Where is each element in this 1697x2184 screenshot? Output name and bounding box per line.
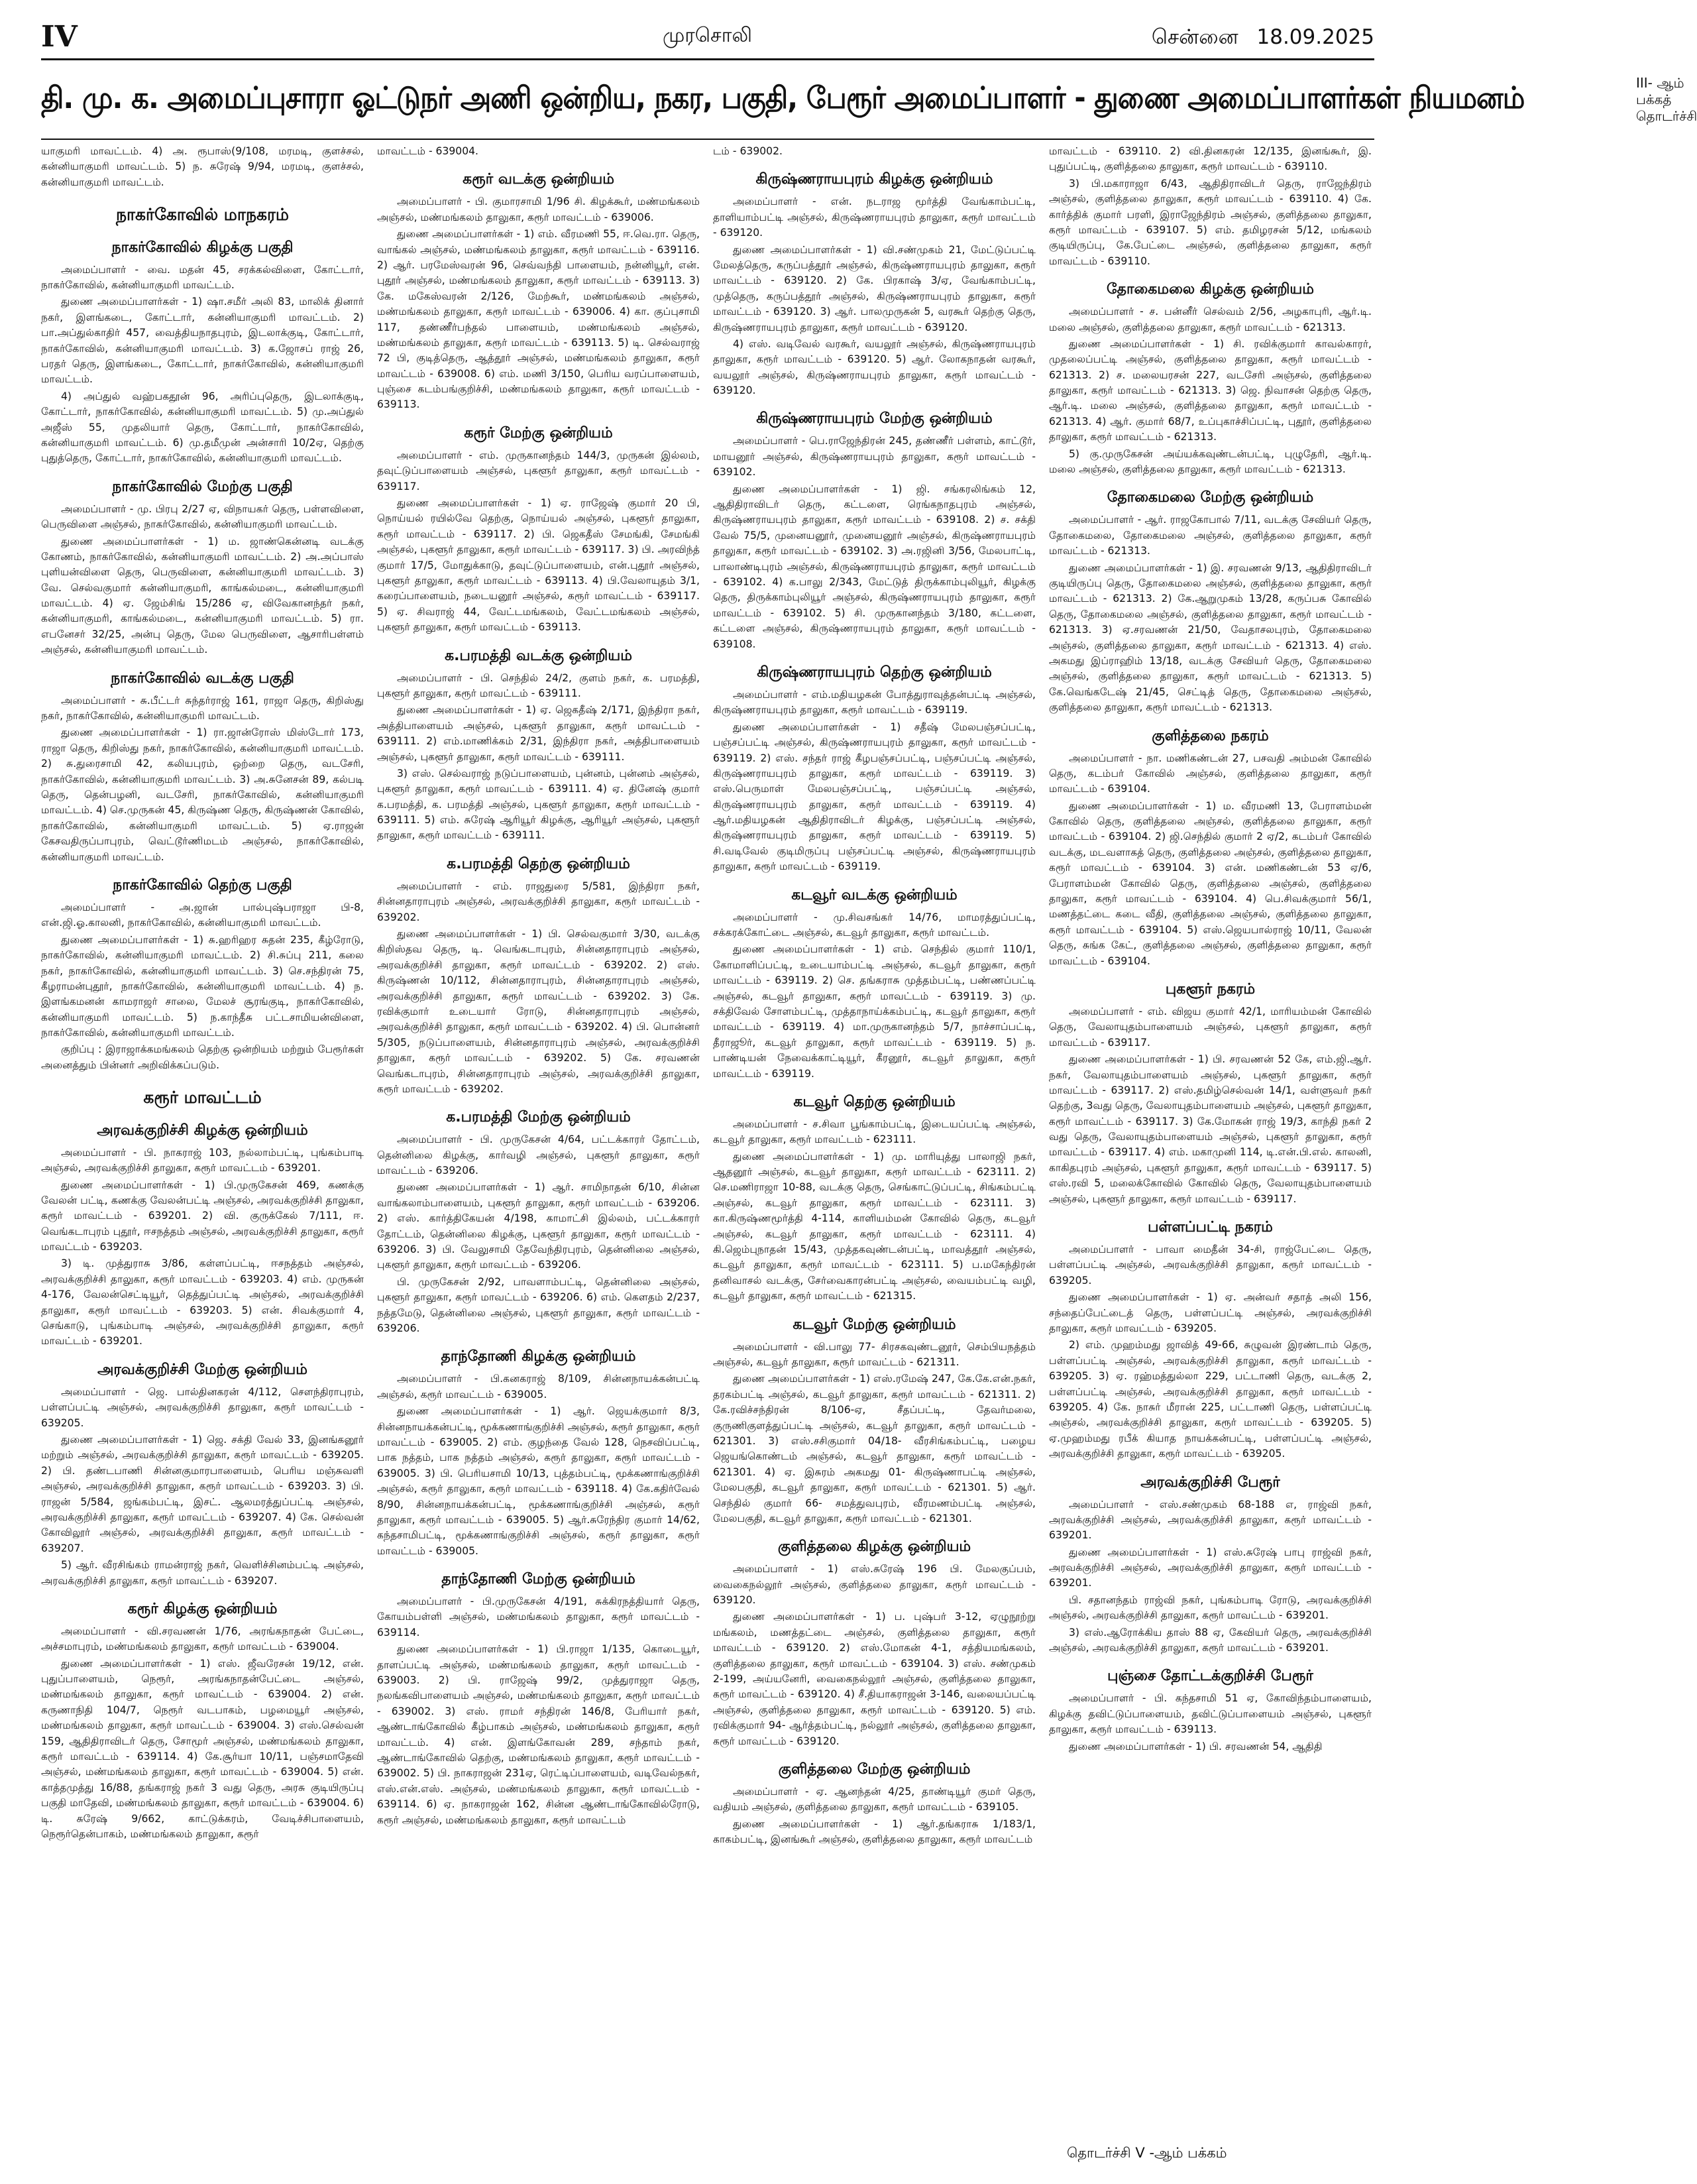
- subsection-heading: தாந்தோணி மேற்கு ஒன்றியம்: [441, 1571, 635, 1588]
- paragraph: துணை அமைப்பாளர்கள் - 1) பி. சரவணன் 52 கே, எம்.ஜி.ஆர். நகர், வேலாயுதம்பாளையம் அஞ்சல், புகளூர் தாலுகா, கரூர் மாவட்டம் - 639117. 2) எஸ்.தமிழ்செல்வன் 14/1, வள்ளுவர் நகர் தெற்கு, 3வது தெரு, வேலாயுதம்பாளையம் அஞ்சல், புகளூர் தாலுகா, கரூர் மாவட்டம் - 639117. 3) கே.மோகன் ராஜ் 19/3, காந்தி நகர் 2 வது தெரு, வேலாயுதம்பாளையம் அஞ்சல், புகளூர் தாலுகா, கரூர் மாவட்டம் - 639117. 4) எம். மகாமுனி 114, டி.என்.பி.எல். காலனி, காகிதபுரம் அஞ்சல், புகளூர் தாலுகா, கரூர் மாவட்டம் - 639117. 5) எஸ்.ரவி 5, மலைக்கோவில் கோவில் தெரு, வேலாயுதம்பாளையம் அஞ்சல், புகளூர் தாலுகா, கரூர் மாவட்டம் - 639117.: [1049, 1053, 1372, 1205]
- page-number: IV: [41, 20, 78, 54]
- subsection-heading: நாகர்கோவில் மேற்கு பகுதி: [112, 478, 293, 495]
- subsection-heading: கடவூர் வடக்கு ஒன்றியம்: [791, 886, 958, 903]
- paragraph: துணை அமைப்பாளர்கள் - 1) ஏ. ஜெகதீஷ் 2/171, இந்திரா நகர், அத்திபாளையம் அஞ்சல், புகளூர் தாலுகா, கரூர் மாவட்டம் - 639111. 2) எம்.மாணிக்கம் 2/31, இந்திரா நகர், அத்திபாளையம் அஞ்சல், புகளூர் தாலுகா, கரூர் மாவட்டம் - 639111.: [377, 704, 700, 763]
- paragraph: அமைப்பாளர் - வி.பாலு 77- சிரசகவுண்டனூர், செம்பியநத்தம் அஞ்சல், கடவூர் தாலுகா, கரூர் மாவட்டம் - 621311.: [713, 1340, 1036, 1368]
- paragraph: 5) ஆர். வீரசிங்கம் ராமன்ராஜ் நகர், வெளிச்சினம்பட்டி அஞ்சல், அரவக்குறிச்சி தாலுகா, கரூர் மாவட்டம் - 639207.: [41, 1559, 364, 1587]
- paragraph: 2) எம். முஹம்மது ஜாவித் 49-66, சுழுவன் இரண்டாம் தெரு, பள்ளப்பட்டி அஞ்சல், அரவக்குறிச்சி தாலுகா, கரூர் மாவட்டம் - 639205. 3) ஏ. ரஹ்மத்துல்லா 229, பட்டாணி தெரு, வடக்கு 2, பள்ளப்பட்டி அஞ்சல், அரவக்குறிச்சி தாலுகா, கரூர் மாவட்டம் - 639205. 4) கே. நாசுர் மீரான் 225, பட்டாணி தெரு, பள்ளப்பட்டி அஞ்சல், அரவக்குறிச்சி தாலுகா, கரூர் மாவட்டம் - 639205. 5) ஏ.முஹம்மது ரபீக் கியாத நாயக்கன்பட்டி, பள்ளப்பட்டி அஞ்சல், அரவக்குறிச்சி தாலுகா, கரூர் மாவட்டம் - 639205.: [1049, 1339, 1372, 1460]
- paragraph: துணை அமைப்பாளர்கள் - 1) ஏ. ராஜேஷ் குமார் 20 பி, நொய்யல் ரயில்வே தெற்கு, நொய்யல் அஞ்சல், புகளூர் தாலுகா, கரூர் மாவட்டம் - 639117. 2) பி. ஜெகதீஸ் சேமங்கி, சேமங்கி அஞ்சல், புகளூர் தாலுகா, கரூர் மாவட்டம் - 639117. 3) பி. அரவிந்த் குமார் 17/5, மோதுக்காடு, தவுட்டுப்பாளையம், என்.புதூர் அஞ்சல், புகளூர் தாலுகா, கரூர் மாவட்டம் - 639113. 4) பி.வேலாயுதம் 3/1, கரைப்பாளையம், நடையனூர் அஞ்சல், கரூர் மாவட்டம் - 639117. 5) ஏ. சிவராஜ் 44, வேட்டமங்கலம், வேட்டமங்கலம் அஞ்சல், புகளூர் தாலுகா, கரூர் மாவட்டம் - 639113.: [377, 497, 700, 634]
- paragraph: அமைப்பாளர் - 1) எஸ்.சுரேஷ் 196 பி. மேலகுப்பம், வைகைநல்லூர் அஞ்சல், குளித்தலை தாலுகா, கரூர் மாவட்டம் - 639120.: [713, 1563, 1036, 1607]
- subsection-heading: கடவூர் தெற்கு ஒன்றியம்: [793, 1093, 956, 1110]
- paragraph: துணை அமைப்பாளர்கள் - 1) எஸ்.ரமேஷ் 247, கே.கே.என்.நகர், தரகம்பட்டி அஞ்சல், கடவூர் தாலுகா, கரூர் மாவட்டம் - 621311. 2) கே.ரவிச்சந்திரன் 8/106-ஏ, சீதப்பட்டி, தேவர்மலை, குருணிகுளத்துப்பட்டி அஞ்சல், கடவூர் தாலுகா, கரூர் மாவட்டம் - 621301. 3) எஸ்.சசிகுமார் 04/18- வீரசிங்கம்பட்டி, பழைய ஜெயங்கொண்டம் அஞ்சல், கடவூர் தாலுகா, கரூர் மாவட்டம் - 621301. 4) ஏ. இசுரம் அகமது 01- கிருஷ்ணாபட்டி அஞ்சல், மேலபகுதி, கடவூர் தாலுகா, கரூர் மாவட்டம் - 621301. 5) ஆர். செந்தில் குமார் 66- சமத்துவபுரம், வீரமணம்பட்டி அஞ்சல், மேலபகுதி, கடவூர் தாலுகா, கரூர் மாவட்டம் - 621301.: [713, 1373, 1036, 1524]
- paragraph: துணை அமைப்பாளர்கள் - 1) எம். செந்தில் குமார் 110/1, கோமாளிப்பட்டி, உடையாம்பட்டி அஞ்சல், கடவூர் தாலுகா, கரூர் மாவட்டம் - 639119. 2) செ. தங்கராசு முத்தம்பட்டி, பண்ணப்பட்டி அஞ்சல், கடவூர் தாலுகா, கரூர் மாவட்டம் - 639119. 3) மு. சக்திவேல் சோளம்பட்டி, முத்தாநாய்க்கம்பட்டி, கடவூர் தாலுகா, கரூர் மாவட்டம் - 639119. 4) மா.முருகானந்தம் 5/7, நாச்சாப்பட்டி, தீராஜூர், கடவூர் தாலுகா, கரூர் மாவட்டம் - 639119. 5) ந. பாண்டியன் நேவைக்காட்டியூர், கீரனூர், கடவூர் தாலுகா, கரூர் மாவட்டம் - 639119.: [713, 943, 1036, 1080]
- subsection-heading: க.பரமத்தி மேற்கு ஒன்றியம்: [446, 1109, 631, 1126]
- paragraph: அமைப்பாளர் - எம். ராஜதுரை 5/581, இந்திரா நகர், சின்னதாராபுரம் அஞ்சல், அரவக்குறிச்சி தாலுகா, கரூர் மாவட்டம் - 639202.: [377, 880, 700, 923]
- headline-row: [41, 60, 1697, 139]
- text-column: [1049, 144, 1372, 2122]
- paragraph: அமைப்பாளர் - அ.ஜான் பால்புஷ்பராஜா பி-8, என்.ஜி.ஓ.காலனி, நாகர்கோவில், கன்னியாகுமரி மாவட்டம்.: [41, 901, 364, 929]
- paragraph: துணை அமைப்பாளர்கள் - 1) மு. மாரியுத்து பாலாஜி நகர், ஆதனூர் அஞ்சல், கடவூர் தாலுகா, கரூர் மாவட்டம் - 623111. 2) செ.மணிராஜா 10-88, வடக்கு தெரு, செங்காட்டுப்பட்டி, சிங்கம்பட்டி அஞ்சல், கடவூர் தாலுகா, கரூர் மாவட்டம் - 623111. 3) கா.கிருஷ்ணமூர்த்தி 4-114, காளியம்மன் கோவில் தெரு, கடவூர் அஞ்சல், கடவூர் தாலுகா, கரூர் மாவட்டம் - 623111. 4) கி.ஜெம்புநாதன் 15/43, முத்தகவுண்டன்பட்டி, மாவத்தூர் அஞ்சல், கடவூர் தாலுகா, கரூர் மாவட்டம் - 623111. 5) ப.மகேந்திரன் தனிவாசல் வடக்கு, சேர்வைகாரன்பட்டி அஞ்சல், வையம்பட்டி வழி, கடவூர் தாலுகா, கரூர் மாவட்டம் - 621315.: [713, 1150, 1036, 1302]
- paragraph: அமைப்பாளர் - பெ.ராஜேந்திரன் 245, தண்ணீர் பள்ளம், காட்டூர், மாயனூர் அஞ்சல், கிருஷ்ணராயபுரம் தாலுகா, கரூர் மாவட்டம் - 639102.: [713, 435, 1036, 479]
- paragraph: துணை அமைப்பாளர்கள் - 1) வி.சண்முகம் 21, மேட்டுப்பட்டி மேலத்தெரு, கருப்பத்தூர் அஞ்சல், கிருஷ்ணராயபுரம் தாலுகா, கரூர் மாவட்டம் - 639120. 2) கே. பிரகாஷ் 3/ஏ, வேங்காம்பட்டி, முத்தெரு, கருப்பத்தூர் அஞ்சல், கிருஷ்ணராயபுரம் தாலுகா, கரூர் மாவட்டம் - 639120. 3) ஆர். பாலமுருகன் 5, வரகூர் தெற்கு தெரு, கிருஷ்ணராயபுரம் தாலுகா, கரூர் மாவட்டம் - 639120.: [713, 243, 1036, 333]
- subsection-heading: தாந்தோணி கிழக்கு ஒன்றியம்: [441, 1348, 636, 1365]
- article-columns: [41, 140, 1374, 2122]
- city: சென்னை: [1151, 25, 1238, 49]
- text-column: [41, 144, 364, 2122]
- paragraph: அமைப்பாளர் - வை. மதன் 45, சரக்கல்விளை, கோட்டார், நாகர்கோவில், கன்னியாகுமரி மாவட்டம்.: [41, 263, 364, 292]
- paragraph: அமைப்பாளர் - எம்.மதியழகன் போத்துராவுத்தன்பட்டி அஞ்சல், கிருஷ்ணராயபுரம் தாலுகா, கரூர் மாவட்டம் - 639119.: [713, 688, 1036, 717]
- paragraph: டம் - 639002.: [713, 145, 783, 157]
- paragraph: 3) எஸ்.ஆரோக்கிய தாஸ் 88 ஏ, கேவியர் தெரு, அரவக்குறிச்சி அஞ்சல், அரவக்குறிச்சி தாலுகா, கரூர் மாவட்டம் - 639201.: [1049, 1626, 1372, 1654]
- paragraph: அமைப்பாளர் - பி. கந்தசாமி 51 ஏ, கோவிந்தம்பாளையம், கிழக்கு தவிட்டுப்பாளையம், தவிட்டுப்பாளையம் அஞ்சல், புகளூர் தாலுகா, கரூர் மாவட்டம் - 639113.: [1049, 1692, 1372, 1736]
- paragraph: 3) பி.மகாராஜா 6/43, ஆதிதிராவிடர் தெரு, ராஜேந்திரம் அஞ்சல், குளித்தலை தாலுகா, கரூர் மாவட்டம் - 639110. 4) கே. கார்த்திக் குமார் பரளி, இராஜேந்திரம் அஞ்சல், குளித்தலை தாலுகா, கரூர் மாவட்டம் - 639107. 5) எம். தமிழரசன் 5/12, மங்கலம் குடியிருப்பு, கே.பேட்டை அஞ்சல், குளித்தலை தாலுகா, கரூர் மாவட்டம் - 639110.: [1049, 177, 1372, 267]
- subsection-heading: அரவக்குறிச்சி மேற்கு ஒன்றியம்: [97, 1361, 307, 1378]
- subsection-heading: நாகர்கோவில் தெற்கு பகுதி: [113, 876, 292, 893]
- paragraph: அமைப்பாளர் - பி. நாகராஜ் 103, நல்லாம்பட்டி, புங்கம்பாடி அஞ்சல், அரவக்குறிச்சி தாலுகா, கரூர் மாவட்டம் - 639201.: [41, 1146, 364, 1175]
- paragraph: துணை அமைப்பாளர்கள் - 1) ஆர்.தங்கராசு 1/183/1, காகம்பட்டி, இனங்கூர் அஞ்சல், குளித்தலை தாலுகா, கரூர் மாவட்டம்: [713, 1817, 1036, 1846]
- paragraph: அமைப்பாளர் - பி.கனகராஜ் 8/109, சின்னநாயக்கன்பட்டி அஞ்சல், கரூர் மாவட்டம் - 639005.: [377, 1373, 700, 1401]
- section-heading: கரூர் மாவட்டம்: [143, 1088, 262, 1108]
- paragraph: அமைப்பாளர் - ஆர். ராஜகோபால் 7/11, வடக்கு சேவியர் தெரு, தோகைமலை, தோகைமலை அஞ்சல், குளித்தலை தாலுகா, கரூர் மாவட்டம் - 621313.: [1049, 514, 1372, 557]
- paragraph: அமைப்பாளர் - நா. மணிகண்டன் 27, பசவதி அம்மன் கோவில் தெரு, கடம்பர் கோவில் அஞ்சல், குளித்தலை தாலுகா, கரூர் மாவட்டம் - 639104.: [1049, 752, 1372, 795]
- subsection-heading: தோகைமலை மேற்கு ஒன்றியம்: [1107, 489, 1314, 506]
- paragraph: துணை அமைப்பாளர்கள் - 1) ஜி. சங்கரலிங்கம் 12, ஆதிதிராவிடர் தெரு, கட்டளை, ரெங்கநாதபுரம் அஞ்சல், கிருஷ்ணராயபுரம் தாலுகா, கரூர் மாவட்டம் - 639108. 2) ச. சக்தி வேல் 75/5, முனையனூர், முனையனூர் அஞ்சல், கிருஷ்ணராயபுரம் தாலுகா, கரூர் மாவட்டம் - 639102. 3) அ.ரஜினி 3/56, மேலபாட்டி, பாலாண்டிபுரம் அஞ்சல், கிருஷ்ணராயபுரம் தாலுகா, கரூர் மாவட்டம் - 639102. 4) க.பாலு 2/343, மேட்டுத் திருக்காம்புலியூர், கிழக்கு தெரு, திருக்காம்புலியூர் அஞ்சல், கிருஷ்ணராயபுரம் தாலுகா, கரூர் மாவட்டம் - 639102. 5) சி. முருகானந்தம் 3/180, கட்டளை, கட்டளை அஞ்சல், கிருஷ்ணராயபுரம் தாலுகா, கரூர் மாவட்டம் - 639108.: [713, 483, 1036, 650]
- subsection-heading: க.பரமத்தி தெற்கு ஒன்றியம்: [447, 855, 630, 872]
- paragraph: அமைப்பாளர் - மு.சிவசங்கர் 14/76, மாமரத்துப்பட்டி, சக்கரக்கோட்டை அஞ்சல், கடவூர் தாலுகா, கரூர் மாவட்டம்.: [713, 911, 1036, 939]
- subsection-heading: க.பரமத்தி வடக்கு ஒன்றியம்: [445, 647, 632, 664]
- text-column: [377, 144, 700, 2122]
- subsection-heading: புஞ்சை தோட்டக்குறிச்சி பேரூர்: [1107, 1668, 1313, 1685]
- dateline: [1140, 25, 1374, 52]
- masthead: [41, 0, 1374, 58]
- paragraph: துணை அமைப்பாளர்கள் - 1) ஆர். ஜெயக்குமார் 8/3, சின்னநாயக்கன்பட்டி, மூக்கணாங்குறிச்சி அஞ்சல், கரூர் தாலுகா, கரூர் மாவட்டம் - 639005. 2) எம். குழந்தை வேல் 128, நெசவிப்பட்டி, பாக நத்தம், பாக நத்தம் அஞ்சல், கரூர் தாலுகா, கரூர் மாவட்டம் - 639005. 3) பி. பெரியசாமி 10/13, புத்தம்பட்டி, மூக்கணாங்குறிச்சி அஞ்சல், கரூர் தாலுகா, கரூர் மாவட்டம் - 639118. 4) கே.கதிர்வேல் 8/90, சின்னநாயக்கன்பட்டி, மூக்கணாங்குறிச்சி அஞ்சல், கரூர் தாலுகா, கரூர் மாவட்டம் - 639005. 5) ஆர்.சுரேந்திர குமார் 14/62, கந்தசாமிபட்டி, மூக்கணாங்குறிச்சி அஞ்சல், கரூர் தாலுகா, கரூர் மாவட்டம் - 639005.: [377, 1405, 700, 1557]
- paragraph: அமைப்பாளர் - பி. குமாரசாமி 1/96 சி. கிழக்கூர், மண்மங்கலம் அஞ்சல், மண்மங்கலம் தாலுகா, கரூர் மாவட்டம் - 639006.: [377, 196, 700, 223]
- paragraph: யாகுமரி மாவட்டம். 4) அ. ரூபாஸ்(9/108, மரமடி, குளச்சல், கன்னியாகுமரி மாவட்டம். 5) ந. சுரேஷ் 9/94, மரமடி, குளச்சல், கன்னியாகுமரி மாவட்டம்.: [41, 145, 364, 188]
- paragraph: துணை அமைப்பாளர்கள் - 1) ஷா.சமீர் அலி 83, மாலிக் தினார் நகர், இளங்கடை, கோட்டார், கன்னியாகுமரி மாவட்டம். 2) பா.அப்துல்காதிர் 457, வைத்தியநாதபுரம், இடலாக்குடி, கோட்டார், நாகர்கோவில், கன்னியாகுமரி மாவட்டம். 3) க.ஜோசப் ராஜ் 26, பரதர் தெரு, இளங்கடை, கோட்டார், நாகர்கோவில், கன்னியாகுமரி மாவட்டம்.: [41, 296, 364, 386]
- paragraph: பி. சதானந்தம் ராஜ்வி நகர், புங்கம்பாடி ரோடு, அரவக்குறிச்சி அஞ்சல், அரவக்குறிச்சி தாலுகா, கரூர் மாவட்டம் - 639201.: [1049, 1593, 1372, 1622]
- text-column: [713, 144, 1036, 2122]
- paragraph: 4) அப்துல் வஹ்பகதூன் 96, அரிப்புதெரு, இடலாக்குடி, கோட்டார், நாகர்கோவில், கன்னியாகுமரி மாவட்டம். 5) மு.அப்துல் அஜீஸ் 55, முதலியார் தெரு, கோட்டார், நாகர்கோவில், கன்னியாகுமரி மாவட்டம். 6) மு.தமீமுன் அன்சாரி 10/2ஏ, தெற்கு புதுத்தெரு, கோட்டார், நாகர்கோவில், கன்னியாகுமரி மாவட்டம்.: [41, 390, 364, 465]
- paragraph: அமைப்பாளர் - ஜெ. பால்தினகரன் 4/112, சௌந்திராபுரம், பள்ளப்பட்டி அஞ்சல், அரவக்குறிச்சி தாலுகா, கரூர் மாவட்டம் - 639205.: [41, 1385, 364, 1429]
- paragraph: பி. முருகேசன் 2/92, பாவளாம்பட்டி, தென்னிலை அஞ்சல், புகளூர் தாலுகா, கரூர் மாவட்டம் - 639206. 6) எம். கௌதம் 2/237, நத்தமேடு, தென்னிலை அஞ்சல், புகளூர் தாலுகா, கரூர் மாவட்டம் - 639206.: [377, 1275, 700, 1334]
- paragraph: துணை அமைப்பாளர்கள் - 1) ம. வீரமணி 13, பேராளம்மன் கோவில் தெரு, குளித்தலை அஞ்சல், குளித்தலை தாலுகா, கரூர் மாவட்டம் - 639104. 2) ஜி.செந்தில் குமார் 2 ஏ/2, கடம்பர் கோவில் வடக்கு, மடவளாகத் தெரு, குளித்தலை அஞ்சல், குளித்தலை தாலுகா, கரூர் மாவட்டம் - 639104. 3) என். மணிகண்டன் 53 ஏ/6, பேராளம்மன் கோவில் தெரு, குளித்தலை அஞ்சல், குளித்தலை தாலுகா, கரூர் மாவட்டம் - 639104. 4) பெ.சிவக்குமார் 56/1, மணத்தட்டை கடை வீதி, குளித்தலை அஞ்சல், குளித்தலை தாலுகா, கரூர் மாவட்டம் - 639104. 5) எஸ்.ஜெயபால்ராஜ் 10/11, வேலன் தெரு, சுங்க கேட், குளித்தலை அஞ்சல், குளித்தலை தாலுகா, கரூர் மாவட்டம் - 639104.: [1049, 799, 1372, 967]
- continuation-note: III- ஆம் பக்கத் தொடர்ச்சி: [1635, 74, 1697, 124]
- paragraph: அமைப்பாளர் - ச.சிவா பூங்காம்பட்டி, இடையப்பட்டி அஞ்சல், கடவூர் தாலுகா, கரூர் மாவட்டம் - 623111.: [713, 1118, 1036, 1146]
- subsection-heading: பள்ளப்பட்டி நகரம்: [1148, 1219, 1273, 1236]
- paragraph: அமைப்பாளர் - ச. பன்னீர் செல்வம் 2/56, அழகாபுரி, ஆர்.டி. மலை அஞ்சல், குளித்தலை தாலுகா, கரூர் மாவட்டம் - 621313.: [1049, 306, 1372, 333]
- paragraph: அமைப்பாளர் - ஏ. ஆனந்தன் 4/25, தாண்டியூர் குமர் தெரு, வதியம் அஞ்சல், குளித்தலை தாலுகா, கரூர் மாவட்டம் - 639105.: [713, 1785, 1036, 1813]
- paragraph: துணை அமைப்பாளர்கள் - 1) எம். வீரமணி 55, ஈ.வெ.ரா. தெரு, வாங்கல் அஞ்சல், மண்மங்கலம் தாலுகா, கரூர் மாவட்டம் - 639116. 2) ஆர். பரமேஸ்வரன் 96, செவ்வந்தி பாளையம், நன்னியூர், என். புதூர் அஞ்சல், மண்மங்கலம் தாலுகா, கரூர் மாவட்டம் - 639113. 3) கே. மகேஸ்வரன் 2/126, மேற்கூர், மண்மங்கலம் அஞ்சல், மண்மங்கலம் தாலுகா, கரூர் மாவட்டம் - 639006. 4) கா. குப்புசாமி 117, தண்ணீர்பந்தல் பாளையம், மண்மங்கலம் அஞ்சல், மண்மங்கலம் தாலுகா, கரூர் மாவட்டம் - 639113. 5) டி. செல்வராஜ் 72 பி, குடித்தெரு, ஆத்தூர் அஞ்சல், மண்மங்கலம் தாலுகா, கரூர் மாவட்டம் - 639008. 6) எம். மணி 3/150, பெரிய வரப்பாளையம், புஞ்சை கடம்பங்குறிச்சி, மண்மங்கலம் தாலுகா, கரூர் மாவட்டம் - 639113.: [377, 228, 700, 411]
- paragraph: அமைப்பாளர் - பி. முருகேசன் 4/64, பட்டக்காரர் தோட்டம், தென்னிலை கிழக்கு, கார்வழி அஞ்சல், புகளூர் தாலுகா, கரூர் மாவட்டம் - 639206.: [377, 1133, 700, 1177]
- paragraph: துணை அமைப்பாளர்கள் - 1) ஜெ. சக்தி வேல் 33, இனங்கனூர் மற்றும் அஞ்சல், அரவக்குறிச்சி தாலுகா, கரூர் மாவட்டம் - 639205. 2) பி. தண்டபாணி சின்னகுமாரபாளையம், பெரிய மஞ்சுவளி அஞ்சல், அரவக்குறிச்சி தாலுகா, கரூர் மாவட்டம் - 639203. 3) பி. ராஜன் 5/584, ஜங்கம்பட்டி, இசட். ஆலமரத்துப்பட்டி அஞ்சல், அரவக்குறிச்சி தாலுகா, கரூர் மாவட்டம் - 639207. 4) கே. செல்வன் கோவிலூர் அஞ்சல், அரவக்குறிச்சி தாலுகா, கரூர் மாவட்டம் - 639207.: [41, 1434, 364, 1554]
- subsection-heading: அரவக்குறிச்சி பேரூர்: [1140, 1473, 1280, 1491]
- subsection-heading: கரூர் வடக்கு ஒன்றியம்: [463, 171, 614, 188]
- paragraph: 4) எஸ். வடிவேல் வரகூர், வயலூர் அஞ்சல், கிருஷ்ணராயபுரம் தாலுகா, கரூர் மாவட்டம் - 639120. 5) ஆர். லோகநாதன் வரகூர், வயலூர் அஞ்சல், கிருஷ்ணராயபுரம் தாலுகா, கரூர் மாவட்டம் - 639120.: [713, 337, 1036, 397]
- page-headline: தி. மு. க. அமைப்புசாரா ஓட்டுநர் அணி ஒன்றிய, நகர, பகுதி, பேரூர் அமைப்பாளர் - துணை அமைப்பாளர்கள் நியமனம்: [41, 80, 1525, 115]
- paragraph: அமைப்பாளர் - பி.முருகேசன் 4/191, சுக்கிரநத்தியார் தெரு, கோயம்பள்ளி அஞ்சல், மண்மங்கலம் தாலுகா, கரூர் மாவட்டம் - 639114.: [377, 1595, 700, 1638]
- subsection-heading: தோகைமலை கிழக்கு ஒன்றியம்: [1107, 281, 1314, 298]
- subsection-heading: கரூர் மேற்கு ஒன்றியம்: [464, 424, 613, 441]
- paragraph: துணை அமைப்பாளர்கள் - 1) ம. ஜாண்கென்னடி வடக்கு கோணம், நாகர்கோவில், கன்னியாகுமரி மாவட்டம். 2) அ.அப்பாஸ் புளியன்விளை தெரு, பெருவிளை, கன்னியாகுமரி மாவட்டம். 3) வே. செல்வகுமார் கன்னியாகுமரி, காங்கல்மடை, கன்னியாகுமரி மாவட்டம். 4) ஏ. ஜேம்சிங் 15/286 ஏ, விவேகானந்தர் நகர், கன்னியாகுமரி, காங்கல்மடை, கன்னியாகுமரி மாவட்டம். 5) ரா. எபனேசர் 32/25, அன்பு தெரு, மேல பெருவிளை, ஆசாரிபள்ளம் அஞ்சல், கன்னியாகுமரி மாவட்டம்.: [41, 535, 364, 656]
- paragraph: அமைப்பாளர் - எம். முருகானந்தம் 144/3, முருகன் இல்லம், தவுட்டுப்பாளையம் அஞ்சல், புகளூர் தாலுகா, கரூர் மாவட்டம் - 639117.: [377, 449, 700, 492]
- section-heading: நாகர்கோவில் மாநகரம்: [115, 205, 290, 225]
- subsection-heading: கரூர் கிழக்கு ஒன்றியம்: [127, 1600, 278, 1617]
- paragraph: துணை அமைப்பாளர்கள் - 1) எஸ்.சுரேஷ் பாபு ராஜ்வி நகர், அரவக்குறிச்சி அஞ்சல், அரவக்குறிச்சி தாலுகா, கரூர் மாவட்டம் - 639201.: [1049, 1546, 1372, 1589]
- paragraph: துணை அமைப்பாளர்கள் - 1) ஏ. அன்வர் சதாத் அலி 156, சந்தைப்பேட்டைத் தெரு, பள்ளப்பட்டி அஞ்சல், அரவக்குறிச்சி தாலுகா, கரூர் மாவட்டம் - 639205.: [1049, 1291, 1372, 1334]
- subsection-heading: நாகர்கோவில் வடக்கு பகுதி: [111, 669, 294, 687]
- paragraph: 3) எஸ். செல்வராஜ் நடுப்பாளையம், புன்னம், புன்னம் அஞ்சல், புகளூர் தாலுகா, கரூர் மாவட்டம் - 639111. 4) ஏ. தினேஷ் குமார் க.பரமத்தி, க. பரமத்தி அஞ்சல், புகளூர் தாலுகா, கரூர் மாவட்டம் - 639111. 5) எம். சுரேஷ் ஆரியூர் கிழக்கு, ஆரியூர் அஞ்சல், புகளூர் தாலுகா, கரூர் மாவட்டம் - 639111.: [377, 767, 700, 842]
- paragraph: அமைப்பாளர் - என். நடராஜ மூர்த்தி வேங்காம்பட்டி, தாளியாம்பட்டி அஞ்சல், கிருஷ்ணராயபுரம் தாலுகா, கரூர் மாவட்டம் - 639120.: [713, 196, 1036, 239]
- subsection-heading: கிருஷ்ணராயபுரம் மேற்கு ஒன்றியம்: [756, 410, 993, 428]
- paragraph: துணை அமைப்பாளர்கள் - 1) பி. செல்வகுமார் 3/30, வடக்கு கிறிஸ்தவ தெரு, டி. வெங்கடாபுரம், சின்னதாராபுரம் அஞ்சல், அரவக்குறிச்சி தாலுகா, கரூர் மாவட்டம் - 639202. 2) எஸ். கிருஷ்ணன் 10/112, சின்னதாராபுரம், சின்னதாராபுரம் அஞ்சல், அரவக்குறிச்சி தாலுகா, கரூர் மாவட்டம் - 639202. 3) கே. ரவிக்குமார் உடையார் ரோடு, சின்னதாராபுரம் அஞ்சல், அரவக்குறிச்சி தாலுகா, கரூர் மாவட்டம் - 639202. 4) பி. பொன்னர் 5/305, நடுப்பாளையம், சின்னதாராபுரம் அஞ்சல், அரவக்குறிச்சி தாலுகா, கரூர் மாவட்டம் - 639202. 5) கே. சரவணன் வெங்கடாபுரம், சின்னதாராபுரம் அஞ்சல், அரவக்குறிச்சி தாலுகா, கரூர் மாவட்டம் - 639202.: [377, 928, 700, 1095]
- paragraph: துணை அமைப்பாளர்கள் - 1) சு.ஹரிஹர சுதன் 235, கீழ்ரோடு, நாகர்கோவில், கன்னியாகுமரி மாவட்டம். 2) சி.சுப்பு 211, கலை நகர், நாகர்கோவில், கன்னியாகுமரி மாவட்டம். 3) செ.சந்திரன் 75, கீழராமன்புதூர், நாகர்கோவில், கன்னியாகுமரி மாவட்டம். 4) ந. இளங்கமனன் காமராஜர் சாலை, மேலச் சூரங்குடி, நாகர்கோவில், கன்னியாகுமரி மாவட்டம். 5) ந.காந்தீசு பட்டசாமியன்விளை, நாகர்கோவில், கன்னியாகுமரி மாவட்டம்.: [41, 933, 364, 1039]
- paragraph: துணை அமைப்பாளர்கள் - 1) ரா.ஜான்ரோஸ் மிஸ்டோர் 173, ராஜா தெரு, கிறிஸ்து நகர், நாகர்கோவில், கன்னியாகுமரி மாவட்டம். 2) சு.துரைசாமி 42, கலியபுரம், ஒற்றை தெரு, வடசேரி, நாகர்கோவில், கன்னியாகுமரி மாவட்டம். 3) அ.சுனேசன் 89, கல்படி தெரு, தென்பழனி, வடசேரி, நாகர்கோவில், கன்னியாகுமரி மாவட்டம். 4) செ.முருகன் 45, கிருஷ்ண தெரு, கிருஷ்ணன் கோவில், நாகர்கோவில், கன்னியாகுமரி மாவட்டம். 5) ஏ.ராஜன் கேசவதிருப்பாபுரம், வெட்டூர்ணிமடம் அஞ்சல், நாகர்கோவில், கன்னியாகுமரி மாவட்டம்.: [41, 726, 364, 863]
- subsection-heading: குளித்தலை நகரம்: [1152, 727, 1269, 744]
- paragraph: துணை அமைப்பாளர்கள் - 1) பி. சரவணன் 54, ஆதிதி: [1069, 1740, 1323, 1753]
- paragraph: அமைப்பாளர் - எஸ்.சண்முகம் 68-188 எ, ராஜ்வி நகர், அரவக்குறிச்சி அஞ்சல், அரவக்குறிச்சி தாலுகா, கரூர் மாவட்டம் - 639201.: [1049, 1498, 1372, 1542]
- date: 18.09.2025: [1256, 25, 1374, 49]
- subsection-heading: கடவூர் மேற்கு ஒன்றியம்: [793, 1316, 956, 1333]
- paragraph: மாவட்டம் - 639004.: [377, 145, 479, 157]
- paragraph: அமைப்பாளர் - வி.சரவணன் 1/76, அரங்கநாதன் பேட்டை, அச்சமாபுரம், மண்மங்கலம் தாலுகா, கரூர் மாவட்டம் - 639004.: [41, 1625, 364, 1653]
- paragraph: குறிப்பு : இராஜாக்கமங்கலம் தெற்கு ஒன்றியம் மற்றும் பேரூர்கள் அனைத்தும் பின்னர் அறிவிக்கப்படும்.: [41, 1043, 364, 1071]
- subsection-heading: அரவக்குறிச்சி கிழக்கு ஒன்றியம்: [97, 1121, 308, 1139]
- subsection-heading: நாகர்கோவில் கிழக்கு பகுதி: [111, 239, 294, 256]
- paragraph: அமைப்பாளர் - பி. செந்தில் 24/2, குளம் நகர், க. பரமத்தி, புகளூர் தாலுகா, கரூர் மாவட்டம் - 639111.: [377, 671, 700, 699]
- subsection-heading: கிருஷ்ணராயபுரம் கிழக்கு ஒன்றியம்: [755, 171, 993, 188]
- paragraph: துணை அமைப்பாளர்கள் - 1) சதீஷ் மேலபஞ்சப்பட்டி, பஞ்சப்பட்டி அஞ்சல், கிருஷ்ணராயபுரம் தாலுகா, கரூர் மாவட்டம் - 639119. 2) எஸ். சந்தர் ராஜ் கீழபஞ்சப்பட்டி, பஞ்சப்பட்டி அஞ்சல், கிருஷ்ணராயபுரம் தாலுகா, கரூர் மாவட்டம் - 639119. 3) எஸ்.பெருமாள் மேலபஞ்சப்பட்டி, பஞ்சப்பட்டி அஞ்சல், கிருஷ்ணராயபுரம் தாலுகா, கரூர் மாவட்டம் - 639119. 4) ஆர்.மதியழகன் ஆதிதிராவிடர் கிழக்கு, பஞ்சப்பட்டி அஞ்சல், கிருஷ்ணராயபுரம் தாலுகா, கரூர் மாவட்டம் - 639119. 5) சி.வடிவேல் குடிமிருப்பு பஞ்சப்பட்டி அஞ்சல், கிருஷ்ணராயபுரம் தாலுகா, கரூர் மாவட்டம் - 639119.: [713, 720, 1036, 873]
- paragraph: 3) டி. முத்துராசு 3/86, கள்ளப்பட்டி, ஈசநத்தம் அஞ்சல், அரவக்குறிச்சி தாலுகா, கரூர் மாவட்டம் - 639203. 4) எம். முருகன் 4-176, வேலன்செட்டியூர், தெத்துப்பட்டி அஞ்சல், அரவக்குறிச்சி தாலுகா, கரூர் மாவட்டம் - 639203. 5) என். சிவக்குமார் 4, செங்காடு, புங்கம்பாடி அஞ்சல், அரவக்குறிச்சி தாலுகா, கரூர் மாவட்டம் - 639201.: [41, 1257, 364, 1348]
- paragraph: அமைப்பாளர் - எம். விஜய குமார் 42/1, மாரியம்மன் கோவில் தெரு, வேலாயுதம்பாளையம் அஞ்சல், புகளூர் தாலுகா, கரூர் மாவட்டம் - 639117.: [1049, 1005, 1372, 1049]
- subsection-heading: குளித்தலை கிழக்கு ஒன்றியம்: [777, 1538, 971, 1556]
- paper-name: முரசொலி: [663, 24, 752, 47]
- paragraph: துணை அமைப்பாளர்கள் - 1) இ. சரவணன் 9/13, ஆதிதிராவிடர் குடியிருப்பு தெரு, தோகைமலை அஞ்சல், குளித்தலை தாலுகா, கரூர் மாவட்டம் - 621313. 2) கே.ஆறுமுகம் 13/28, கருப்பசு கோவில் தெரு, தோகைமலை அஞ்சல், குளித்தலை தாலுகா, கரூர் மாவட்டம் - 621313. 3) ஏ.சரவணன் 21/50, வேதாசலபுரம், தோகைமலை அஞ்சல், குளித்தலை தாலுகா, கரூர் மாவட்டம் - 621313. 4) எஸ். அகமது இப்ராஹிம் 13/18, வடக்கு சேவியர் தெரு, தோகைமலை அஞ்சல், குளித்தலை தாலுகா, கரூர் மாவட்டம் - 621313. 5) கே.வெங்கடேஷ் 21/45, செட்டித் தெரு, தோகைமலை அஞ்சல், குளித்தலை தாலுகா, கரூர் மாவட்டம் - 621313.: [1049, 561, 1372, 714]
- paragraph: 5) கு.முருகேசன் அய்யக்கவுண்டன்பட்டி, புழுதேரி, ஆர்.டி. மலை அஞ்சல், குளித்தலை தாலுகா, கரூர் மாவட்டம் - 621313.: [1049, 447, 1372, 476]
- paragraph: அமைப்பாளர் - மு. பிரபு 2/27 ஏ, விநாயகர் தெரு, பள்ளவிளை, பெருவிளை அஞ்சல், நாகர்கோவில், கன்னியாகுமரி மாவட்டம்.: [41, 502, 364, 531]
- subsection-heading: கிருஷ்ணராயபுரம் தெற்கு ஒன்றியம்: [757, 663, 992, 681]
- paragraph: அமைப்பாளர் - பாவா மைதீன் 34-சி, ராஜ்பேட்டை தெரு, பள்ளப்பட்டி அஞ்சல், அரவக்குறிச்சி தாலுகா, கரூர் மாவட்டம் - 639205.: [1049, 1243, 1372, 1287]
- paragraph: துணை அமைப்பாளர்கள் - 1) பி.ராஜா 1/135, கொடையூர், தாளப்பட்டி அஞ்சல், மண்மங்கலம் தாலுகா, கரூர் மாவட்டம் - 639003. 2) பி. ராஜேஷ் 99/2, முத்துராஜா தெரு, நலங்கவிபாளையம் அஞ்சல், மண்மங்கலம் தாலுகா, கரூர் மாவட்டம் - 639002. 3) எஸ். ராமர் சந்திரன் 146/8, பேரியார் நகர், ஆண்டாங்கோவில் கீழ்பாகம் அஞ்சல், மண்மங்கலம் தாலுகா, கரூர் மாவட்டம். 4) என். இளங்கோவன் 289, சந்தாம் நகர், ஆண்டாங்கோவில் தெற்கு, மண்மங்கலம் தாலுகா, கரூர் மாவட்டம் - 639002. 5) பி. நாகராஜன் 231ஏ, ரெட்டிப்பாளையம், வடிவேல்நகர், எஸ்.என்.எஸ். அஞ்சல், மண்மங்கலம் தாலுகா, கரூர் மாவட்டம் - 639114. 6) ஏ. நாகராஜன் 162, சின்ன ஆண்டாங்கோவில்ரோடு, கரூர் அஞ்சல், மண்மங்கலம் தாலுகா, கரூர் மாவட்டம்: [377, 1643, 700, 1826]
- subsection-heading: புகளூர் நகரம்: [1165, 980, 1256, 998]
- paragraph: அமைப்பாளர் - சு.பீட்டர் சுந்தர்ராஜ் 161, ராஜா தெரு, கிறிஸ்து நகர், நாகர்கோவில், கன்னியாகுமரி மாவட்டம்.: [41, 694, 364, 722]
- continued-footer: தொடர்ச்சி V -ஆம் பக்கம்: [1067, 2145, 1227, 2161]
- paragraph: துணை அமைப்பாளர்கள் - 1) சி. ரவிக்குமார் காவல்காரர், முதலைப்பட்டி அஞ்சல், குளித்தலை தாலுகா, கரூர் மாவட்டம் - 621313. 2) ச. மலையரசன் 227, வடசேரி அஞ்சல், குளித்தலை தாலுகா, கரூர் மாவட்டம் - 621313. 3) ஜெ. நிவாசன் தெற்கு தெரு, ஆர்.டி. மலை அஞ்சல், குளித்தலை தாலுகா, கரூர் மாவட்டம் - 621313. 4) ஆர். குமார் 68/7, உப்புகாச்சிப்பட்டி, புதூர், குளித்தலை தாலுகா, கரூர் மாவட்டம் - 621313.: [1049, 337, 1372, 443]
- paragraph: துணை அமைப்பாளர்கள் - 1) ப. புஷ்பர் 3-12, ஏழுநூற்று மங்கலம், மணத்தட்டை அஞ்சல், குளித்தலை தாலுகா, கரூர் மாவட்டம் - 639120. 2) எஸ்.மோகன் 4-1, சத்தியமங்கலம், குளித்தலை தாலுகா, கரூர் மாவட்டம் - 639104. 3) எஸ். சண்முகம் 2-199, அய்யனேரி, வைகைநல்லூர் அஞ்சல், குளித்தலை தாலுகா, கரூர் மாவட்டம் - 639120. 4) சீ.தியாகராஜன் 3-146, வலையப்பட்டி அஞ்சல், குளித்தலை தாலுகா, கரூர் மாவட்டம் - 639120. 5) எம். ரவிக்குமார் 94- ஆர்த்தம்பட்டி, நல்லூர் அஞ்சல், குளித்தலை தாலுகா, கரூர் மாவட்டம் - 639120.: [713, 1611, 1036, 1747]
- paragraph: துணை அமைப்பாளர்கள் - 1) எஸ். ஜீவரேசன் 19/12, என். புதுப்பாளையம், நெரூர், அரங்கநாதன்பேட்டை அஞ்சல், மண்மங்கலம் தாலுகா, கரூர் மாவட்டம் - 639004. 2) என். கருணாநிதி 104/7, நெரூர் வடபாகம், பழமையூர் அஞ்சல், மண்மங்கலம் தாலுகா, கரூர் மாவட்டம் - 639004. 3) எஸ்.செல்வன் 159, ஆதிதிராவிடர் தெரு, சோமூர் அஞ்சல், மண்மங்கலம் தாலுகா, கரூர் மாவட்டம் - 639114. 4) கே.சூர்யா 10/11, பஞ்சமாதேவி அஞ்சல், மண்மங்கலம் தாலுகா, கரூர் மாவட்டம் - 639004. 5) என். காத்தமுத்து 16/88, தங்கராஜ் நகர் 3 வது தெரு, அரசு குடியிருப்பு பகுதி மாதேவி, மண்மங்கலம் தாலுகா, கரூர் மாவட்டம் - 639004. 6) டி. சுரேஷ் 9/662, காட்டுக்கரம், வேடிச்சிபாளையம், நெரூர்தென்பாகம், மண்மங்கலம் தாலுகா, கரூர்: [41, 1657, 364, 1840]
- paragraph: துணை அமைப்பாளர்கள் - 1) பி.முருகேசன் 469, கணக்கு வேலன் பட்டி, கணக்கு வேலன்பட்டி அஞ்சல், அரவக்குறிச்சி தாலுகா, கரூர் மாவட்டம் - 639201. 2) வி. குருக்கேல் 7/111, ஈ. வெங்கடாபுரம் புதூர், ஈசநத்தம் அஞ்சல், அரவக்குறிச்சி தாலுகா, கரூர் மாவட்டம் - 639203.: [41, 1178, 364, 1253]
- paragraph: மாவட்டம் - 639110. 2) வி.தினகரன் 12/135, இனங்கூர், இ. புதுப்பட்டி, குளித்தலை தாலுகா, கரூர் மாவட்டம் - 639110.: [1049, 145, 1372, 173]
- paragraph: துணை அமைப்பாளர்கள் - 1) ஆர். சாமிநாதன் 6/10, சின்ன வாங்கலாம்பாளையம், புகளூர் தாலுகா, கரூர் மாவட்டம் - 639206. 2) எஸ். கார்த்திகேயன் 4/198, காமாட்சி இல்லம், பட்டக்காரர் தோட்டம், தென்னிலை கிழக்கு, புகளூர் தாலுகா, கரூர் மாவட்டம் - 639206. 3) பி. வேலுசாமி தேவேந்திரபுரம், தென்னிலை அஞ்சல், புகளூர் தாலுகா, கரூர் மாவட்டம் - 639206.: [377, 1181, 700, 1271]
- subsection-heading: குளித்தலை மேற்கு ஒன்றியம்: [778, 1760, 971, 1778]
